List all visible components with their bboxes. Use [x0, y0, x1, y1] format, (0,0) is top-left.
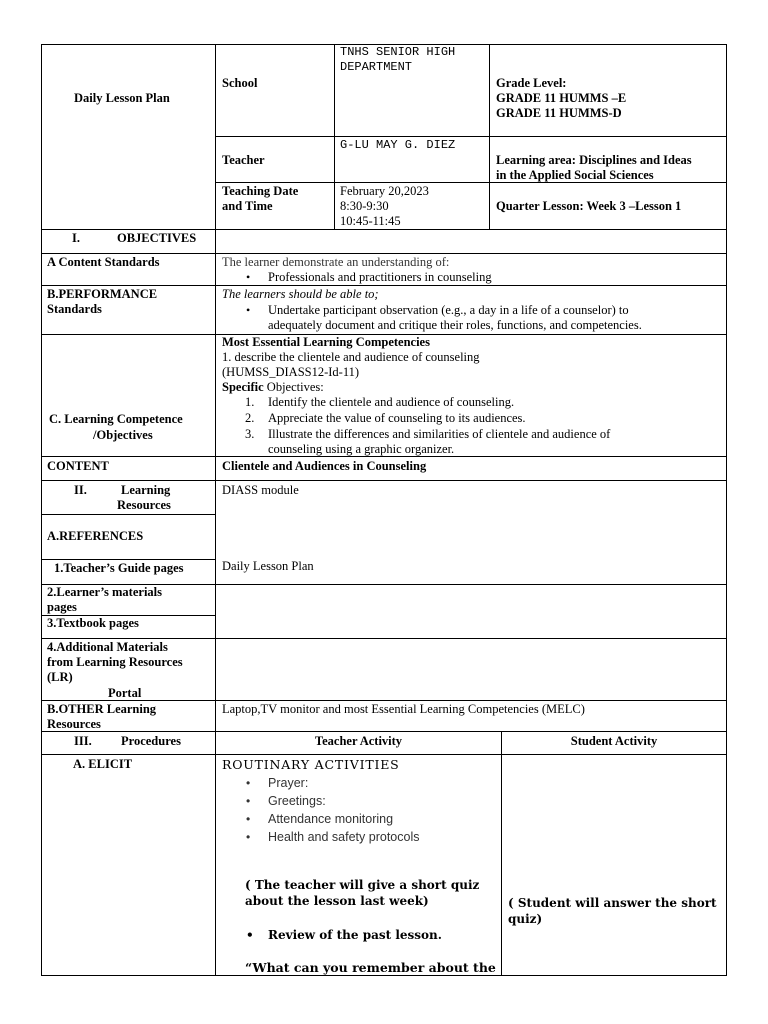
specific-objective-number: 2.: [245, 411, 255, 425]
additional-materials-line-4: Portal: [108, 686, 142, 700]
content-label: CONTENT: [47, 459, 109, 473]
learning-area-line-2: in the Applied Social Sciences: [496, 168, 654, 182]
row-line: [41, 754, 727, 755]
routinary-activities-heading: ROUTINARY ACTIVITIES: [222, 757, 400, 772]
teachers-guide-label: 1.Teacher’s Guide pages: [54, 561, 184, 575]
time-value-2: 10:45-11:45: [340, 214, 401, 228]
table-divider-grade: [489, 44, 490, 230]
school-value-line-2: DEPARTMENT: [340, 60, 413, 74]
page-title: Daily Lesson Plan: [74, 91, 170, 105]
specific-objective-number: 1.: [245, 395, 255, 409]
student-note-line-1: ( Student will answer the short: [508, 896, 717, 910]
references-label: A.REFERENCES: [47, 529, 144, 543]
student-activity-header: Student Activity: [570, 734, 658, 748]
content-standards-text: The learner demonstrate an understanding of:: [222, 255, 450, 269]
specific-objective-text: Appreciate the value of counseling to its audiences.: [268, 411, 526, 425]
row-line: [41, 731, 727, 732]
additional-materials-line-2: from Learning Resources: [47, 655, 183, 669]
specific-objective-text: Identify the clientele and audience of counseling.: [268, 395, 515, 409]
routine-item-health: • Health and safety protocols: [268, 830, 419, 846]
quarter-lesson: Quarter Lesson: Week 3 –Lesson 1: [496, 199, 682, 213]
learners-materials-label-line-1: 2.Learner’s materials: [47, 585, 163, 599]
resources-heading-line-2: Resources: [117, 498, 171, 512]
performance-label-line-2: Standards: [47, 302, 102, 316]
competence-label-line-2: /Objectives: [93, 428, 153, 442]
procedures-heading: Procedures: [121, 734, 181, 748]
additional-materials-line-1: 4.Additional Materials: [47, 640, 168, 654]
performance-intro: The learners should be able to;: [222, 287, 379, 301]
student-note-line-2: quiz): [508, 912, 543, 926]
table-border-left: [41, 44, 42, 976]
other-resources-value: Laptop,TV monitor and most Essential Learning Competencies (MELC): [222, 702, 585, 716]
specific-objective-text: counseling using a graphic organizer.: [268, 442, 455, 456]
procedures-number: III.: [74, 734, 92, 748]
other-resources-label-line-2: Resources: [47, 717, 101, 731]
routine-item-greetings: • Greetings:: [268, 794, 326, 810]
review-question: “What can you remember about the: [245, 960, 496, 975]
performance-bullet-line-1: • Undertake participant observation (e.g., a day in a life of a counselor) to: [268, 303, 629, 319]
additional-materials-line-3: (LR): [47, 670, 73, 684]
date-value: February 20,2023: [340, 184, 429, 198]
teacher-value: G-LU MAY G. DIEZ: [340, 138, 456, 152]
specific-objectives-heading: Specific Objectives:: [222, 380, 324, 394]
resources-heading-line-1: Learning: [121, 483, 171, 497]
row-line: [41, 638, 727, 639]
content-standards-bullet: • Professionals and practitioners in counseling: [268, 270, 492, 286]
teachers-guide-value: Daily Lesson Plan: [222, 559, 314, 573]
performance-label-line-1: B.PERFORMANCE: [47, 287, 158, 301]
routine-item-prayer: • Prayer:: [268, 776, 308, 792]
grade-label: Grade Level:: [496, 76, 567, 90]
time-value-1: 8:30-9:30: [340, 199, 389, 213]
row-line: [41, 480, 727, 481]
grade-value-2: GRADE 11 HUMMS-D: [496, 106, 622, 120]
row-line: [215, 136, 727, 137]
table-divider-student: [501, 732, 502, 976]
table-border-right: [726, 44, 727, 976]
grade-value-1: GRADE 11 HUMMS –E: [496, 91, 627, 105]
content-standards-label: A Content Standards: [47, 255, 160, 269]
module-value: DIASS module: [222, 483, 299, 497]
quiz-note-line-1: ( The teacher will give a short quiz: [245, 878, 480, 892]
resources-number: II.: [74, 483, 87, 497]
content-value: Clientele and Audiences in Counseling: [222, 459, 427, 473]
review-past-lesson: • Review of the past lesson.: [268, 928, 442, 944]
table-divider-label: [215, 44, 216, 976]
school-value-line-1: TNHS SENIOR HIGH: [340, 45, 456, 59]
performance-bullet-line-2: adequately document and critique their roles, functions, and competencies.: [268, 318, 642, 332]
other-resources-label-line-1: B.OTHER Learning: [47, 702, 157, 716]
row-line: [41, 559, 215, 560]
table-divider-value: [334, 44, 335, 230]
date-label-line-2: and Time: [222, 199, 273, 213]
specific-objective-text: Illustrate the differences and similarities of clientele and audience of: [268, 427, 611, 441]
elicit-label: A. ELICIT: [73, 757, 133, 771]
learning-area-line-1: Learning area: Disciplines and Ideas: [496, 153, 692, 167]
quiz-note-line-2: about the lesson last week): [245, 894, 429, 908]
teacher-label: Teacher: [222, 153, 265, 167]
competency-line-1: 1. describe the clientele and audience of counseling: [222, 350, 480, 364]
date-label-line-1: Teaching Date: [222, 184, 299, 198]
specific-objective-number: 3.: [245, 427, 255, 441]
row-line: [41, 700, 727, 701]
row-line: [41, 253, 727, 254]
objectives-number: I.: [72, 231, 80, 245]
textbook-pages-label: 3.Textbook pages: [47, 616, 139, 630]
school-label: School: [222, 76, 258, 90]
competence-label-line-1: C. Learning Competence: [49, 412, 183, 426]
row-line: [41, 514, 215, 515]
objectives-heading: OBJECTIVES: [117, 231, 197, 245]
competency-line-2: (HUMSS_DIASS12-Id-11): [222, 365, 360, 379]
teacher-activity-header: Teacher Activity: [314, 734, 403, 748]
learners-materials-label-line-2: pages: [47, 600, 77, 614]
routine-item-attendance: • Attendance monitoring: [268, 812, 393, 828]
competencies-heading: Most Essential Learning Competencies: [222, 335, 430, 349]
